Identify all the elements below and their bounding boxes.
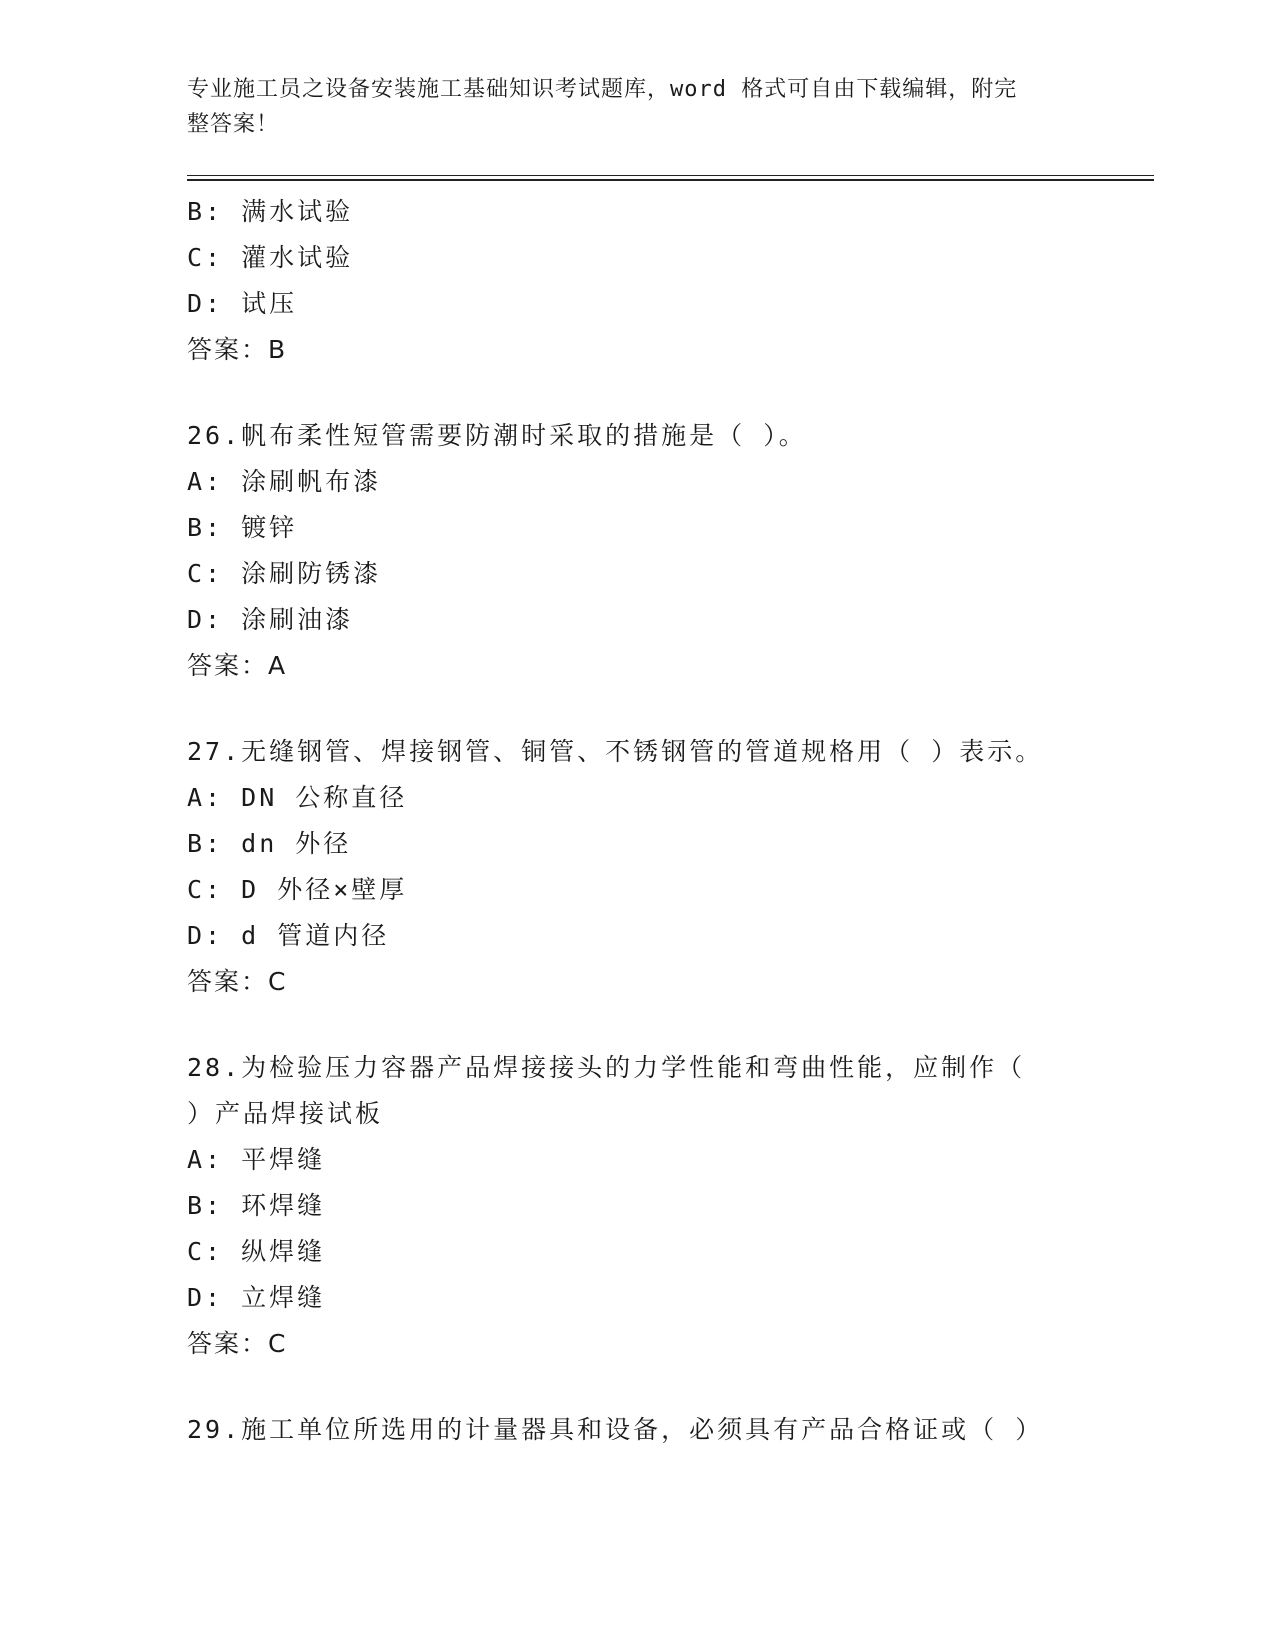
option-d: D: 涂刷油漆 [187, 605, 354, 634]
header-divider-thin [187, 175, 1154, 176]
question-26 [187, 413, 1067, 689]
option-d: D: 立焊缝 [187, 1283, 326, 1312]
option-c: C: 纵焊缝 [187, 1237, 326, 1266]
question-stem-line-2: ）产品焊接试板 [187, 1099, 384, 1128]
header-line-1: 专业施工员之设备安装施工基础知识考试题库，word 格式可自由下载编辑，附完 [187, 77, 1018, 102]
question-stem: 26.帆布柔性短管需要防潮时采取的措施是（ ）。 [187, 421, 807, 450]
question-29 [187, 1407, 1067, 1453]
option-d: D: 试压 [187, 289, 298, 318]
header-line-2: 整答案！ [187, 112, 280, 137]
question-stem: 29.施工单位所选用的计量器具和设备，必须具有产品合格证或（ ） [187, 1415, 1044, 1444]
question-28 [187, 1045, 1067, 1367]
option-b: B: 环焊缝 [187, 1191, 326, 1220]
question-stem: 27.无缝钢管、焊接钢管、铜管、不锈钢管的管道规格用（ ）表示。 [187, 737, 1044, 766]
option-a: A: DN 公称直径 [187, 783, 408, 812]
option-b: B: 镀锌 [187, 513, 298, 542]
option-d: D: d 管道内径 [187, 921, 390, 950]
document-header [187, 72, 1067, 142]
option-b: B: dn 外径 [187, 829, 352, 858]
option-c: C: 灌水试验 [187, 243, 354, 272]
question-25-tail [187, 189, 1067, 373]
question-stem-line-1: 28.为检验压力容器产品焊接接头的力学性能和弯曲性能，应制作（ [187, 1053, 1026, 1082]
header-divider-thick [187, 179, 1154, 181]
answer: 答案：C [187, 1329, 288, 1358]
answer: 答案：C [187, 967, 288, 996]
question-list [187, 189, 1067, 1453]
question-27 [187, 729, 1067, 1005]
option-c: C: D 外径×壁厚 [187, 875, 408, 904]
option-a: A: 平焊缝 [187, 1145, 326, 1174]
answer: 答案：B [187, 335, 288, 364]
answer: 答案：A [187, 651, 288, 680]
option-a: A: 涂刷帆布漆 [187, 467, 382, 496]
option-c: C: 涂刷防锈漆 [187, 559, 382, 588]
option-b: B: 满水试验 [187, 197, 354, 226]
